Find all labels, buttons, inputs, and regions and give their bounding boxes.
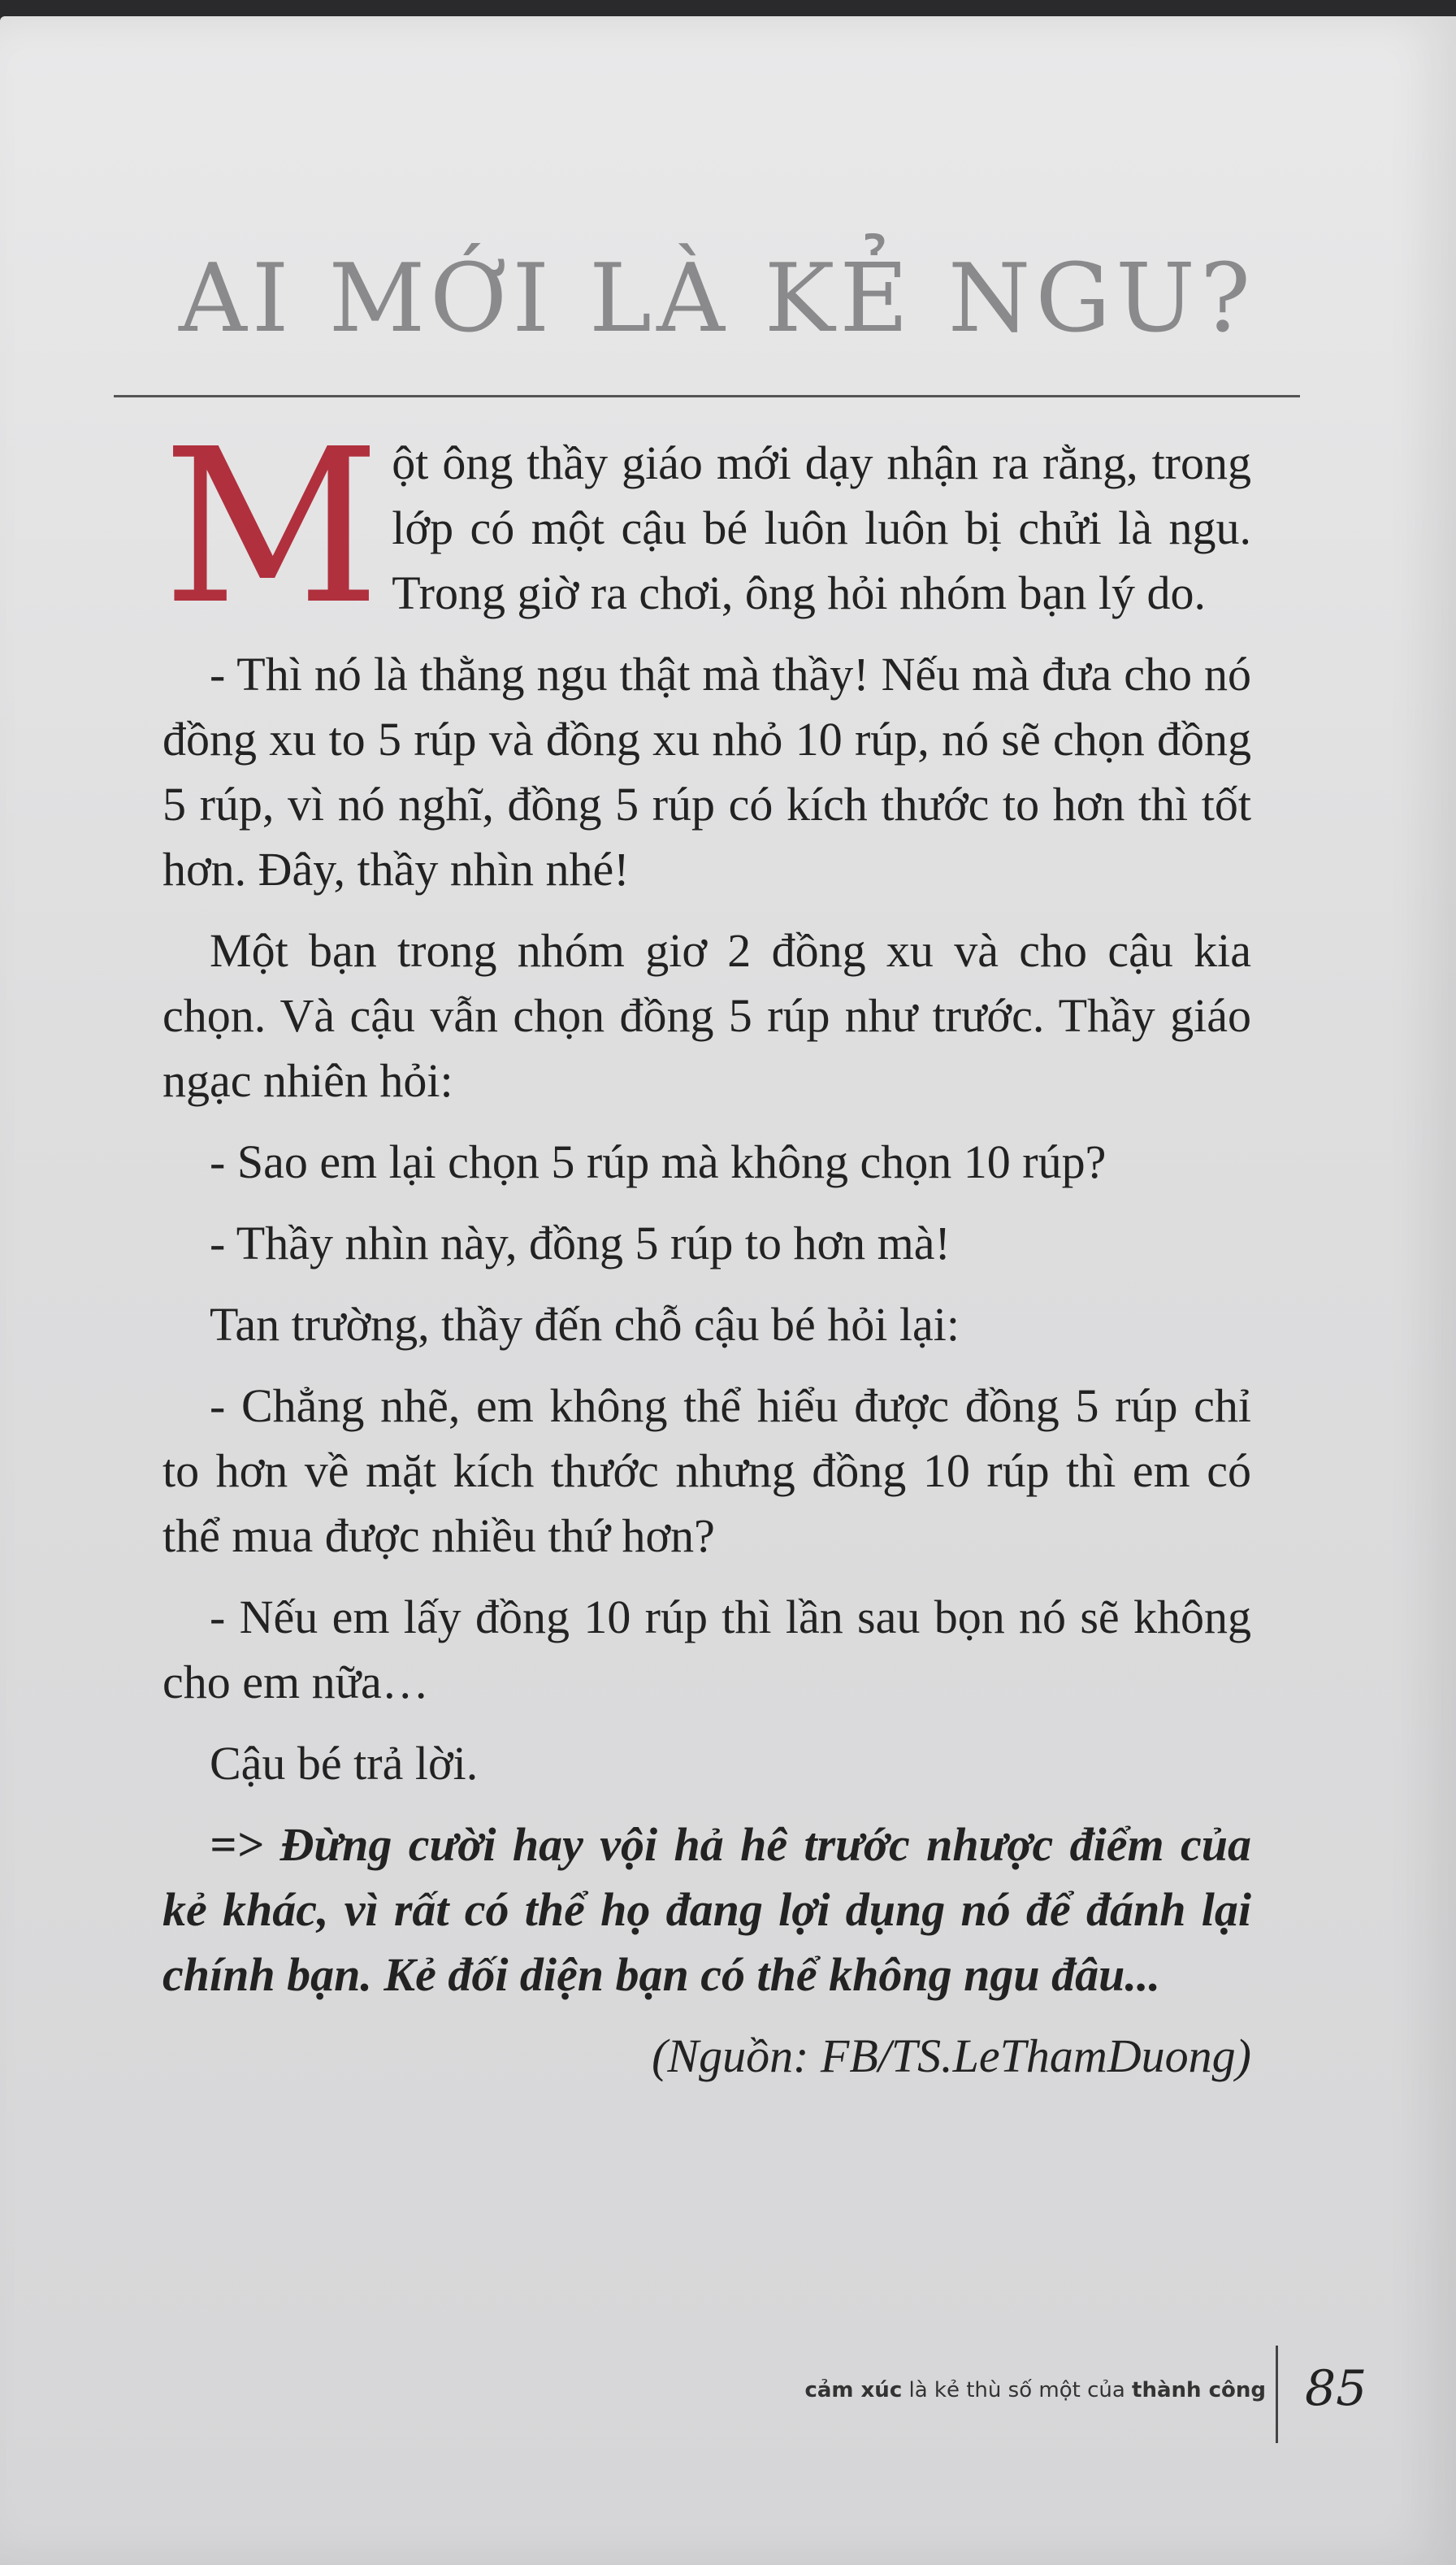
footer-part-3: thành công xyxy=(1132,2378,1266,2402)
drop-cap: M xyxy=(162,403,381,651)
story-body xyxy=(162,403,1251,2105)
running-footer xyxy=(648,2378,1266,2402)
paragraph-1 xyxy=(162,403,1251,651)
paragraph-9: Cậu bé trả lời. xyxy=(210,1737,479,1790)
paragraph-2: - Thì nó là thằng ngu thật mà thầy! Nếu mà đưa cho nó đồng xu to 5 rúp và đồng xu nhỏ 10 rúp, nó sẽ chọn đồng 5 rúp, vì nó nghĩ, đồng 5 rúp có kích thước to hơn thì tốt hơn. Đây, thầy nhìn nhé! xyxy=(162,648,1251,896)
moral-paragraph: => Đừng cười hay vội hả hê trước nhược điểm của kẻ khác, vì rất có thể họ đang lợi dụng nó để đánh lại chính bạn. Kẻ đối diện bạn có thể không ngu đâu... xyxy=(162,1818,1251,2001)
footer-divider xyxy=(1276,2346,1278,2443)
paragraph-1-text: ột ông thầy giáo mới dạy nhận ra rằng, trong lớp có một cậu bé luôn luôn bị chửi là ngu. Trong giờ ra chơi, ông hỏi nhóm bạn lý do. xyxy=(392,436,1251,619)
paragraph-5: - Thầy nhìn này, đồng 5 rúp to hơn mà! xyxy=(210,1217,951,1269)
title-divider xyxy=(114,395,1300,397)
paragraph-7: - Chẳng nhẽ, em không thể hiểu được đồng 5 rúp chỉ to hơn về mặt kích thước nhưng đồng 10 rúp thì em có thể mua được nhiều thứ hơn? xyxy=(162,1379,1251,1562)
footer-part-2: là kẻ thù số một của xyxy=(902,2378,1133,2402)
page-number: 85 xyxy=(1305,2360,1367,2417)
paragraph-8: - Nếu em lấy đồng 10 rúp thì lần sau bọn nó sẽ không cho em nữa… xyxy=(162,1591,1251,1708)
paragraph-6: Tan trường, thầy đến chỗ cậu bé hỏi lại: xyxy=(210,1298,960,1351)
source-citation: (Nguồn: FB/TS.LeThamDuong) xyxy=(652,2029,1251,2082)
paragraph-3: Một bạn trong nhóm giơ 2 đồng xu và cho cậu kia chọn. Và cậu vẫn chọn đồng 5 rúp như trước. Thầy giáo ngạc nhiên hỏi: xyxy=(162,924,1251,1107)
paragraph-4: - Sao em lại chọn 5 rúp mà không chọn 10 rúp? xyxy=(210,1135,1107,1188)
page-title: AI MỚI LÀ KẺ NGU? xyxy=(179,244,1256,354)
footer-part-1: cảm xúc xyxy=(804,2378,903,2402)
book-page xyxy=(0,16,1456,2565)
